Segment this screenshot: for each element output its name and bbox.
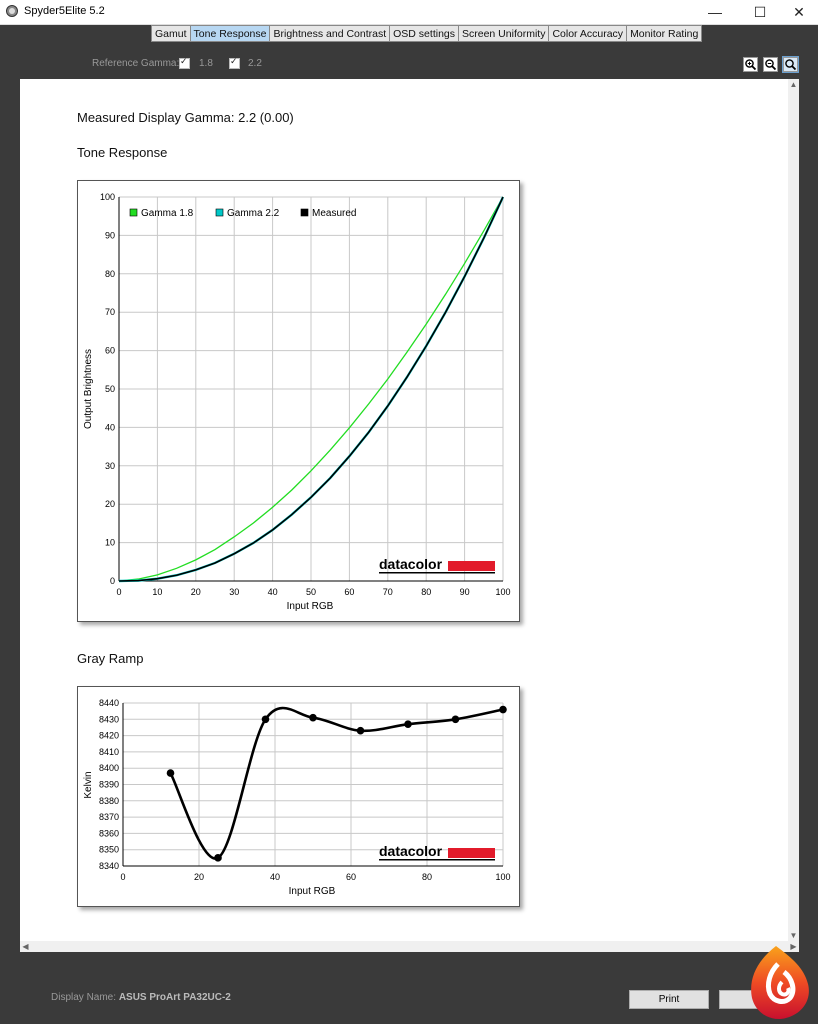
- legend-label: Gamma 1.8: [141, 208, 194, 219]
- datacolor-watermark: datacolor: [379, 556, 443, 572]
- display-name-label: Display Name:: [51, 992, 117, 1003]
- gray-ramp-chart-frame: [77, 686, 520, 907]
- scroll-down-icon[interactable]: ▼: [789, 931, 798, 940]
- data-point: [214, 854, 222, 862]
- legend-label: Gamma 2.2: [227, 208, 280, 219]
- y-axis-label: Output Brightness: [83, 348, 94, 430]
- tone-response-chart-frame: [77, 180, 520, 622]
- y-tick-label: 8360: [98, 828, 119, 839]
- data-point: [357, 727, 365, 735]
- y-tick-label: 40: [104, 422, 115, 433]
- tab-color-accuracy[interactable]: Color Accuracy: [548, 25, 626, 42]
- x-tick-label: 50: [305, 587, 317, 597]
- y-tick-label: 8440: [98, 698, 119, 708]
- x-tick-label: 0: [120, 872, 126, 882]
- y-tick-label: 10: [104, 537, 115, 548]
- scroll-left-icon[interactable]: ◀: [22, 942, 29, 951]
- datacolor-watermark: datacolor: [379, 843, 443, 859]
- app-icon: [6, 5, 18, 17]
- maximize-button[interactable]: ☐: [753, 4, 767, 20]
- y-tick-label: 8410: [98, 746, 119, 757]
- data-point: [452, 716, 460, 724]
- y-tick-label: 8400: [98, 763, 119, 774]
- x-tick-label: 40: [267, 587, 278, 597]
- x-tick-label: 30: [229, 587, 240, 597]
- measured-gamma-text: Measured Display Gamma: 2.2 (0.00): [77, 110, 294, 125]
- title-bar: [0, 0, 818, 25]
- gamma-22-checkbox[interactable]: [229, 58, 240, 69]
- x-tick-label: 10: [152, 587, 163, 597]
- x-tick-label: 90: [459, 587, 470, 597]
- tab-brightness-contrast[interactable]: Brightness and Contrast: [269, 25, 389, 42]
- series-line: [171, 708, 504, 859]
- gamma-18-label: 1.8: [199, 58, 213, 69]
- tab-screen-uniformity[interactable]: Screen Uniformity: [458, 25, 548, 42]
- reference-gamma-label: Reference Gamma:: [92, 58, 180, 69]
- y-tick-label: 8380: [98, 795, 119, 806]
- x-tick-label: 100: [495, 872, 511, 882]
- x-tick-label: 40: [269, 872, 281, 882]
- data-point: [499, 706, 507, 714]
- tab-gamut[interactable]: Gamut: [151, 25, 190, 42]
- tone-response-title: Tone Response: [77, 145, 168, 160]
- vertical-scrollbar[interactable]: [788, 79, 799, 941]
- zoom-in-icon[interactable]: [743, 57, 758, 72]
- data-point: [404, 720, 412, 728]
- y-tick-label: 30: [104, 460, 115, 471]
- tone-response-chart: [78, 181, 519, 621]
- y-tick-label: 90: [104, 230, 115, 241]
- y-tick-label: 80: [104, 268, 115, 279]
- gray-ramp-chart: [78, 687, 519, 906]
- x-axis-label: Input RGB: [286, 601, 334, 612]
- x-axis-label: Input RGB: [288, 886, 336, 897]
- x-tick-label: 60: [344, 587, 355, 597]
- tab-monitor-rating[interactable]: Monitor Rating: [626, 25, 702, 42]
- tab-osd-settings[interactable]: OSD settings: [389, 25, 458, 42]
- y-tick-label: 70: [104, 307, 115, 318]
- gray-ramp-title: Gray Ramp: [77, 651, 144, 666]
- data-point: [262, 716, 270, 724]
- horizontal-scrollbar[interactable]: [20, 941, 799, 952]
- display-name-row: [51, 992, 231, 1003]
- gamma-18-checkbox[interactable]: [179, 58, 190, 69]
- legend-swatch: [216, 209, 223, 216]
- x-tick-label: 80: [421, 587, 432, 597]
- legend-swatch: [301, 209, 308, 216]
- close-button[interactable]: ✕: [793, 4, 805, 20]
- print-button[interactable]: Print: [629, 990, 709, 1009]
- y-tick-label: 0: [109, 576, 115, 586]
- x-tick-label: 20: [190, 587, 201, 597]
- zoom-out-icon[interactable]: [763, 57, 778, 72]
- datacolor-red-bar: [448, 561, 495, 571]
- x-tick-label: 80: [421, 872, 433, 882]
- datacolor-underline: [379, 572, 495, 574]
- legend-label: Measured: [312, 208, 357, 219]
- scroll-right-icon[interactable]: ▶: [790, 942, 797, 951]
- publisher-logo: [738, 942, 818, 1024]
- legend-swatch: [130, 209, 137, 216]
- x-tick-label: 70: [382, 587, 393, 597]
- window-title: Spyder5Elite 5.2: [24, 5, 105, 17]
- x-tick-label: 20: [193, 872, 205, 882]
- tab-tone-response[interactable]: Tone Response: [190, 25, 270, 42]
- tab-strip: [151, 25, 702, 42]
- y-tick-label: 50: [104, 384, 115, 394]
- display-name-value: ASUS ProArt PA32UC-2: [118, 992, 231, 1003]
- scroll-up-icon[interactable]: ▲: [789, 80, 798, 89]
- data-point: [309, 714, 317, 722]
- y-tick-label: 8430: [98, 714, 119, 725]
- datacolor-underline: [379, 859, 495, 861]
- y-tick-label: 8340: [98, 861, 119, 871]
- minimize-button[interactable]: —: [708, 4, 722, 20]
- y-tick-label: 8370: [98, 812, 119, 823]
- x-tick-label: 60: [345, 872, 357, 882]
- reference-gamma-bar: [0, 52, 818, 76]
- y-tick-label: 60: [104, 345, 115, 356]
- y-axis-label: Kelvin: [83, 771, 94, 799]
- y-tick-label: 8390: [98, 779, 119, 790]
- y-tick-label: 20: [104, 499, 115, 510]
- gamma-22-label: 2.2: [248, 58, 262, 69]
- data-point: [167, 769, 175, 777]
- x-tick-label: 100: [495, 587, 511, 597]
- y-tick-label: 100: [99, 192, 115, 202]
- y-tick-label: 8420: [98, 730, 119, 741]
- x-tick-label: 0: [116, 587, 122, 597]
- zoom-fit-icon[interactable]: [783, 57, 798, 72]
- y-tick-label: 8350: [98, 844, 119, 855]
- datacolor-red-bar: [448, 848, 495, 858]
